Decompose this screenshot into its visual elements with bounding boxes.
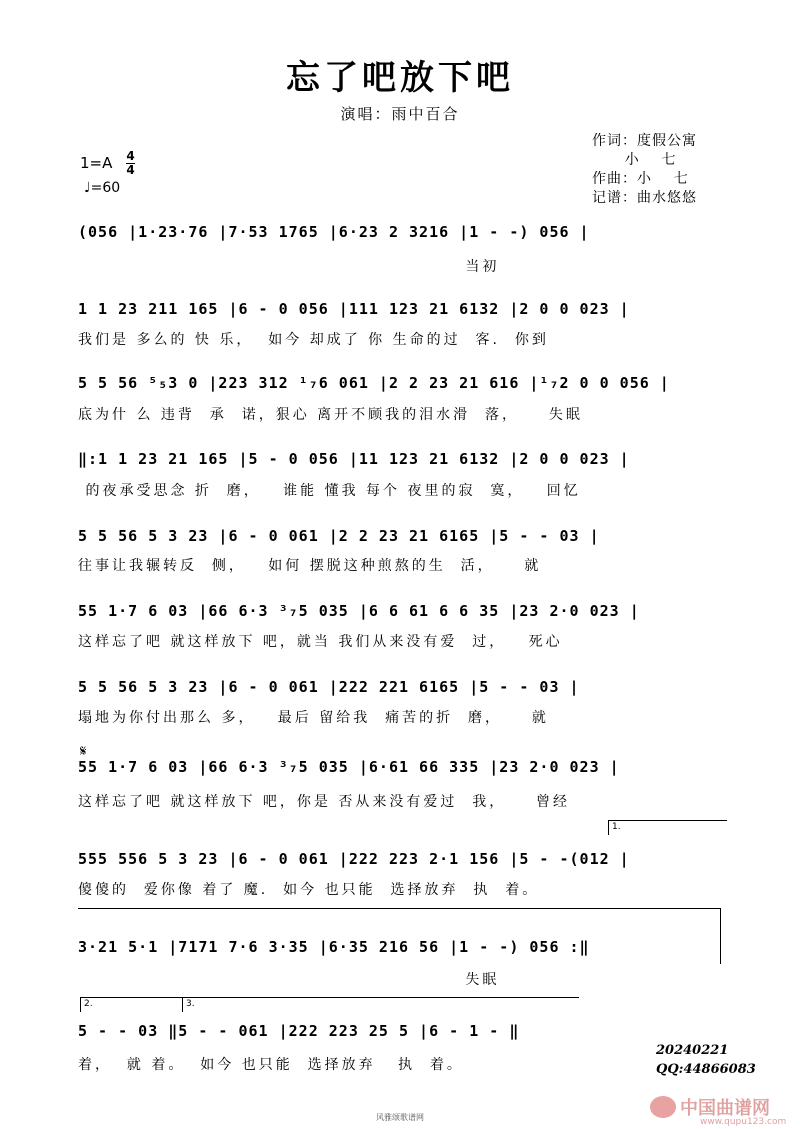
notes-line-3: 5 5 56 ⁵₅3 0 |223 312 ¹₇6 061 |2 2 23 21 616 |¹₇2 0 0 056 | (78, 374, 670, 392)
lyricist-line-2: 小 七 (592, 152, 677, 168)
lyrics-line-7: 塌地为你付出那么 多， 最后 留给我 痛苦的折 磨， 就 (78, 710, 549, 726)
lyrics-line-9: 傻傻的 爱你像 着了 魔. 如今 也只能 选择放弃 执 着。 (78, 882, 540, 898)
notes-line-11: 5 - - 03 ‖5 - - 061 |222 223 25 5 |6 - 1 - ‖ (78, 1022, 520, 1040)
footer-date: 20240221 (656, 1043, 729, 1058)
notes-line-2: 1 1 23 211 165 |6 - 0 056 |111 123 21 6132 |2 0 0 023 | (78, 300, 630, 318)
lyrics-line-4: 的夜承受思念 折 磨， 谁能 懂我 每个 夜里的寂 寞， 回忆 (78, 483, 581, 499)
footer-site: 风雅颂歌谱网 (376, 1113, 424, 1122)
lyrics-line-1: 当初 (78, 259, 500, 275)
footer-qq: QQ:44866083 (656, 1062, 756, 1077)
lyrics-line-5: 往事让我辗转反 侧， 如何 摆脱这种煎熬的生 活， 就 (78, 558, 542, 574)
tempo-mark: ♩=60 (84, 180, 121, 196)
key-signature (80, 150, 135, 176)
notes-line-4: ‖:1 1 23 21 165 |5 - 0 056 |11 123 21 6132 |2 0 0 023 | (78, 450, 630, 468)
composer-line: 作曲：小 七 (592, 171, 689, 187)
notes-line-6: 55 1·7 6 03 |66 6·3 ³₇5 035 |6 6 61 6 6 35 |23 2·0 023 | (78, 602, 640, 620)
key-text: 1=A (80, 154, 113, 172)
lyrics-line-3: 底为什 么 违背 承 诺，狠心 离开不顾我的泪水滑 落， 失眠 (78, 407, 583, 423)
singer-line: 演唱：雨中百合 (340, 105, 460, 123)
volta-second: 2. (80, 997, 183, 1012)
notes-line-10: 3·21 5·1 |7171 7·6 3·35 |6·35 216 56 |1 - -) 056 :‖ (78, 938, 590, 956)
watermark-url: www.qupu123.com (700, 1117, 787, 1127)
lyricist-line: 作词：度假公寓 (592, 133, 697, 149)
lyrics-line-10: 失眠 (78, 972, 500, 988)
lyrics-line-8: 这样忘了吧 就这样放下 吧，你是 否从来没有爱过 我， 曾经 (78, 794, 571, 810)
notes-line-8: 55 1·7 6 03 |66 6·3 ³₇5 035 |6·61 66 335 |23 2·0 023 | (78, 758, 620, 776)
lyrics-line-6: 这样忘了吧 就这样放下 吧，就当 我们从来没有爱 过， 死心 (78, 634, 563, 650)
notes-line-7: 5 5 56 5 3 23 |6 - 0 061 |222 221 6165 |5 - - 03 | (78, 678, 580, 696)
credits-block (592, 132, 697, 208)
volta-first-extension (78, 908, 720, 909)
volta-third: 3. (182, 997, 579, 1012)
lyrics-line-11: 着， 就 着。 如今 也只能 选择放弃 执 着。 (78, 1057, 464, 1073)
time-bottom: 4 (126, 163, 135, 177)
time-top: 4 (126, 149, 135, 163)
page-title: 忘了吧放下吧 (286, 58, 514, 98)
notes-line-5: 5 5 56 5 3 23 |6 - 0 061 |2 2 23 21 6165 |5 - - 03 | (78, 527, 600, 545)
lyrics-line-2: 我们是 多么的 快 乐， 如今 却成了 你 生命的过 客. 你到 (78, 332, 549, 348)
notes-line-9: 555 556 5 3 23 |6 - 0 061 |222 223 2·1 156 |5 - -(012 | (78, 850, 630, 868)
notes-line-1: (056 |1·23·76 |7·53 1765 |6·23 2 3216 |1 - -) 056 | (78, 223, 590, 241)
volta-first: 1. (608, 820, 727, 835)
watermark-text: 中国曲谱网 (680, 1098, 770, 1119)
notation-line: 记谱：曲水悠悠 (592, 190, 697, 206)
time-signature (126, 150, 134, 176)
segno-sign: 𝄋 (80, 742, 87, 760)
